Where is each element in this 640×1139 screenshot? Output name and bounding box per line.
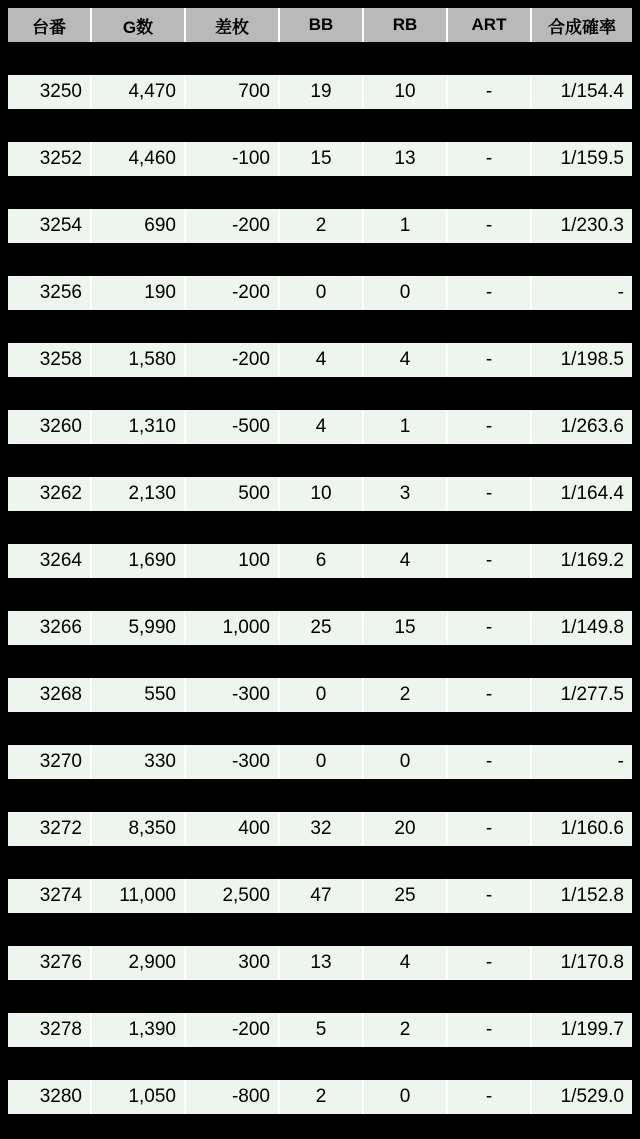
row-spacer [8, 645, 632, 678]
cell-bb: 13 [280, 946, 364, 980]
cell-games: 1,310 [92, 410, 186, 444]
cell-games: 2,900 [92, 946, 186, 980]
cell-dai: 3270 [8, 745, 92, 779]
cell-art: - [448, 544, 532, 578]
cell-bb: 4 [280, 343, 364, 377]
cell-dai: 3262 [8, 477, 92, 511]
cell-probability: 1/159.5 [532, 142, 632, 176]
row-spacer-cell [8, 511, 632, 544]
row-spacer [8, 980, 632, 1013]
column-header-art: ART [448, 8, 532, 42]
row-spacer-cell [8, 645, 632, 678]
table-row[interactable] [8, 142, 632, 176]
row-spacer-cell [8, 1047, 632, 1080]
cell-probability: 1/529.0 [532, 1080, 632, 1114]
cell-diff: -200 [186, 343, 280, 377]
row-spacer [8, 176, 632, 209]
cell-art: - [448, 276, 532, 310]
cell-rb: 4 [364, 343, 448, 377]
table-row[interactable] [8, 544, 632, 578]
table-row[interactable] [8, 745, 632, 779]
cell-rb: 0 [364, 276, 448, 310]
cell-diff: 100 [186, 544, 280, 578]
cell-probability: 1/170.8 [532, 946, 632, 980]
cell-dai: 3266 [8, 611, 92, 645]
cell-diff: 400 [186, 812, 280, 846]
machine-data-table [8, 8, 632, 1114]
cell-art: - [448, 879, 532, 913]
cell-dai: 3256 [8, 276, 92, 310]
cell-art: - [448, 477, 532, 511]
cell-probability: 1/277.5 [532, 678, 632, 712]
cell-rb: 1 [364, 410, 448, 444]
cell-games: 4,460 [92, 142, 186, 176]
cell-bb: 5 [280, 1013, 364, 1047]
cell-art: - [448, 142, 532, 176]
table-row[interactable] [8, 1080, 632, 1114]
cell-games: 8,350 [92, 812, 186, 846]
row-spacer [8, 578, 632, 611]
cell-diff: -300 [186, 678, 280, 712]
cell-rb: 2 [364, 678, 448, 712]
row-spacer [8, 42, 632, 75]
cell-diff: -300 [186, 745, 280, 779]
cell-probability: 1/198.5 [532, 343, 632, 377]
cell-bb: 19 [280, 75, 364, 109]
table-row[interactable] [8, 75, 632, 109]
row-spacer [8, 846, 632, 879]
cell-art: - [448, 1080, 532, 1114]
row-spacer-cell [8, 578, 632, 611]
row-spacer [8, 377, 632, 410]
cell-dai: 3276 [8, 946, 92, 980]
cell-probability: 1/263.6 [532, 410, 632, 444]
cell-rb: 1 [364, 209, 448, 243]
cell-art: - [448, 611, 532, 645]
table-row[interactable] [8, 410, 632, 444]
row-spacer-cell [8, 109, 632, 142]
cell-games: 550 [92, 678, 186, 712]
row-spacer [8, 712, 632, 745]
cell-art: - [448, 1013, 532, 1047]
cell-probability: 1/160.6 [532, 812, 632, 846]
cell-diff: -500 [186, 410, 280, 444]
cell-rb: 10 [364, 75, 448, 109]
row-spacer-cell [8, 779, 632, 812]
cell-diff: 700 [186, 75, 280, 109]
cell-dai: 3260 [8, 410, 92, 444]
row-spacer-cell [8, 444, 632, 477]
column-header-rb: RB [364, 8, 448, 42]
cell-diff: -200 [186, 1013, 280, 1047]
cell-diff: -200 [186, 209, 280, 243]
cell-probability: - [532, 745, 632, 779]
row-spacer-cell [8, 846, 632, 879]
table-header [8, 8, 632, 42]
cell-art: - [448, 343, 532, 377]
table-row[interactable] [8, 209, 632, 243]
table-row[interactable] [8, 477, 632, 511]
cell-dai: 3254 [8, 209, 92, 243]
cell-games: 5,990 [92, 611, 186, 645]
cell-dai: 3252 [8, 142, 92, 176]
cell-games: 1,050 [92, 1080, 186, 1114]
cell-games: 4,470 [92, 75, 186, 109]
cell-games: 190 [92, 276, 186, 310]
cell-rb: 4 [364, 544, 448, 578]
table-row[interactable] [8, 1013, 632, 1047]
cell-bb: 4 [280, 410, 364, 444]
row-spacer [8, 511, 632, 544]
cell-bb: 32 [280, 812, 364, 846]
cell-probability: 1/164.4 [532, 477, 632, 511]
cell-art: - [448, 209, 532, 243]
cell-bb: 0 [280, 678, 364, 712]
row-spacer-cell [8, 980, 632, 1013]
row-spacer [8, 779, 632, 812]
cell-diff: 500 [186, 477, 280, 511]
row-spacer-cell [8, 377, 632, 410]
cell-art: - [448, 745, 532, 779]
cell-art: - [448, 812, 532, 846]
cell-dai: 3278 [8, 1013, 92, 1047]
row-spacer-cell [8, 913, 632, 946]
cell-bb: 0 [280, 276, 364, 310]
cell-art: - [448, 678, 532, 712]
cell-probability: - [532, 276, 632, 310]
cell-dai: 3274 [8, 879, 92, 913]
cell-bb: 6 [280, 544, 364, 578]
cell-games: 330 [92, 745, 186, 779]
cell-diff: 1,000 [186, 611, 280, 645]
row-spacer-cell [8, 176, 632, 209]
table-body [8, 42, 632, 1114]
cell-dai: 3272 [8, 812, 92, 846]
row-spacer-cell [8, 243, 632, 276]
cell-dai: 3264 [8, 544, 92, 578]
row-spacer [8, 310, 632, 343]
cell-rb: 0 [364, 1080, 448, 1114]
column-header-games: G数 [92, 8, 186, 42]
cell-games: 690 [92, 209, 186, 243]
cell-probability: 1/149.8 [532, 611, 632, 645]
cell-probability: 1/152.8 [532, 879, 632, 913]
cell-rb: 0 [364, 745, 448, 779]
cell-rb: 4 [364, 946, 448, 980]
cell-bb: 25 [280, 611, 364, 645]
cell-probability: 1/230.3 [532, 209, 632, 243]
cell-bb: 0 [280, 745, 364, 779]
cell-art: - [448, 946, 532, 980]
cell-rb: 2 [364, 1013, 448, 1047]
row-spacer [8, 109, 632, 142]
cell-rb: 15 [364, 611, 448, 645]
row-spacer [8, 444, 632, 477]
cell-games: 1,390 [92, 1013, 186, 1047]
row-spacer-cell [8, 42, 632, 75]
cell-dai: 3258 [8, 343, 92, 377]
cell-games: 2,130 [92, 477, 186, 511]
cell-games: 1,690 [92, 544, 186, 578]
row-spacer [8, 1047, 632, 1080]
cell-diff: -200 [186, 276, 280, 310]
column-header-diff: 差枚 [186, 8, 280, 42]
table-row[interactable] [8, 276, 632, 310]
cell-bb: 47 [280, 879, 364, 913]
cell-diff: 2,500 [186, 879, 280, 913]
cell-bb: 15 [280, 142, 364, 176]
cell-diff: -100 [186, 142, 280, 176]
table-header-row [8, 8, 632, 42]
cell-bb: 2 [280, 1080, 364, 1114]
row-spacer [8, 243, 632, 276]
table-row[interactable] [8, 879, 632, 913]
column-header-dai: 台番 [8, 8, 92, 42]
cell-diff: 300 [186, 946, 280, 980]
table-row[interactable] [8, 812, 632, 846]
cell-dai: 3268 [8, 678, 92, 712]
cell-art: - [448, 410, 532, 444]
cell-bb: 10 [280, 477, 364, 511]
cell-rb: 25 [364, 879, 448, 913]
table-row[interactable] [8, 343, 632, 377]
table-row[interactable] [8, 611, 632, 645]
cell-rb: 3 [364, 477, 448, 511]
cell-rb: 20 [364, 812, 448, 846]
row-spacer-cell [8, 310, 632, 343]
row-spacer [8, 913, 632, 946]
table-row[interactable] [8, 946, 632, 980]
cell-probability: 1/154.4 [532, 75, 632, 109]
cell-dai: 3250 [8, 75, 92, 109]
cell-bb: 2 [280, 209, 364, 243]
cell-dai: 3280 [8, 1080, 92, 1114]
cell-diff: -800 [186, 1080, 280, 1114]
cell-probability: 1/199.7 [532, 1013, 632, 1047]
cell-rb: 13 [364, 142, 448, 176]
column-header-probability: 合成確率 [532, 8, 632, 42]
cell-art: - [448, 75, 532, 109]
row-spacer-cell [8, 712, 632, 745]
cell-games: 1,580 [92, 343, 186, 377]
column-header-bb: BB [280, 8, 364, 42]
cell-games: 11,000 [92, 879, 186, 913]
table-row[interactable] [8, 678, 632, 712]
cell-probability: 1/169.2 [532, 544, 632, 578]
